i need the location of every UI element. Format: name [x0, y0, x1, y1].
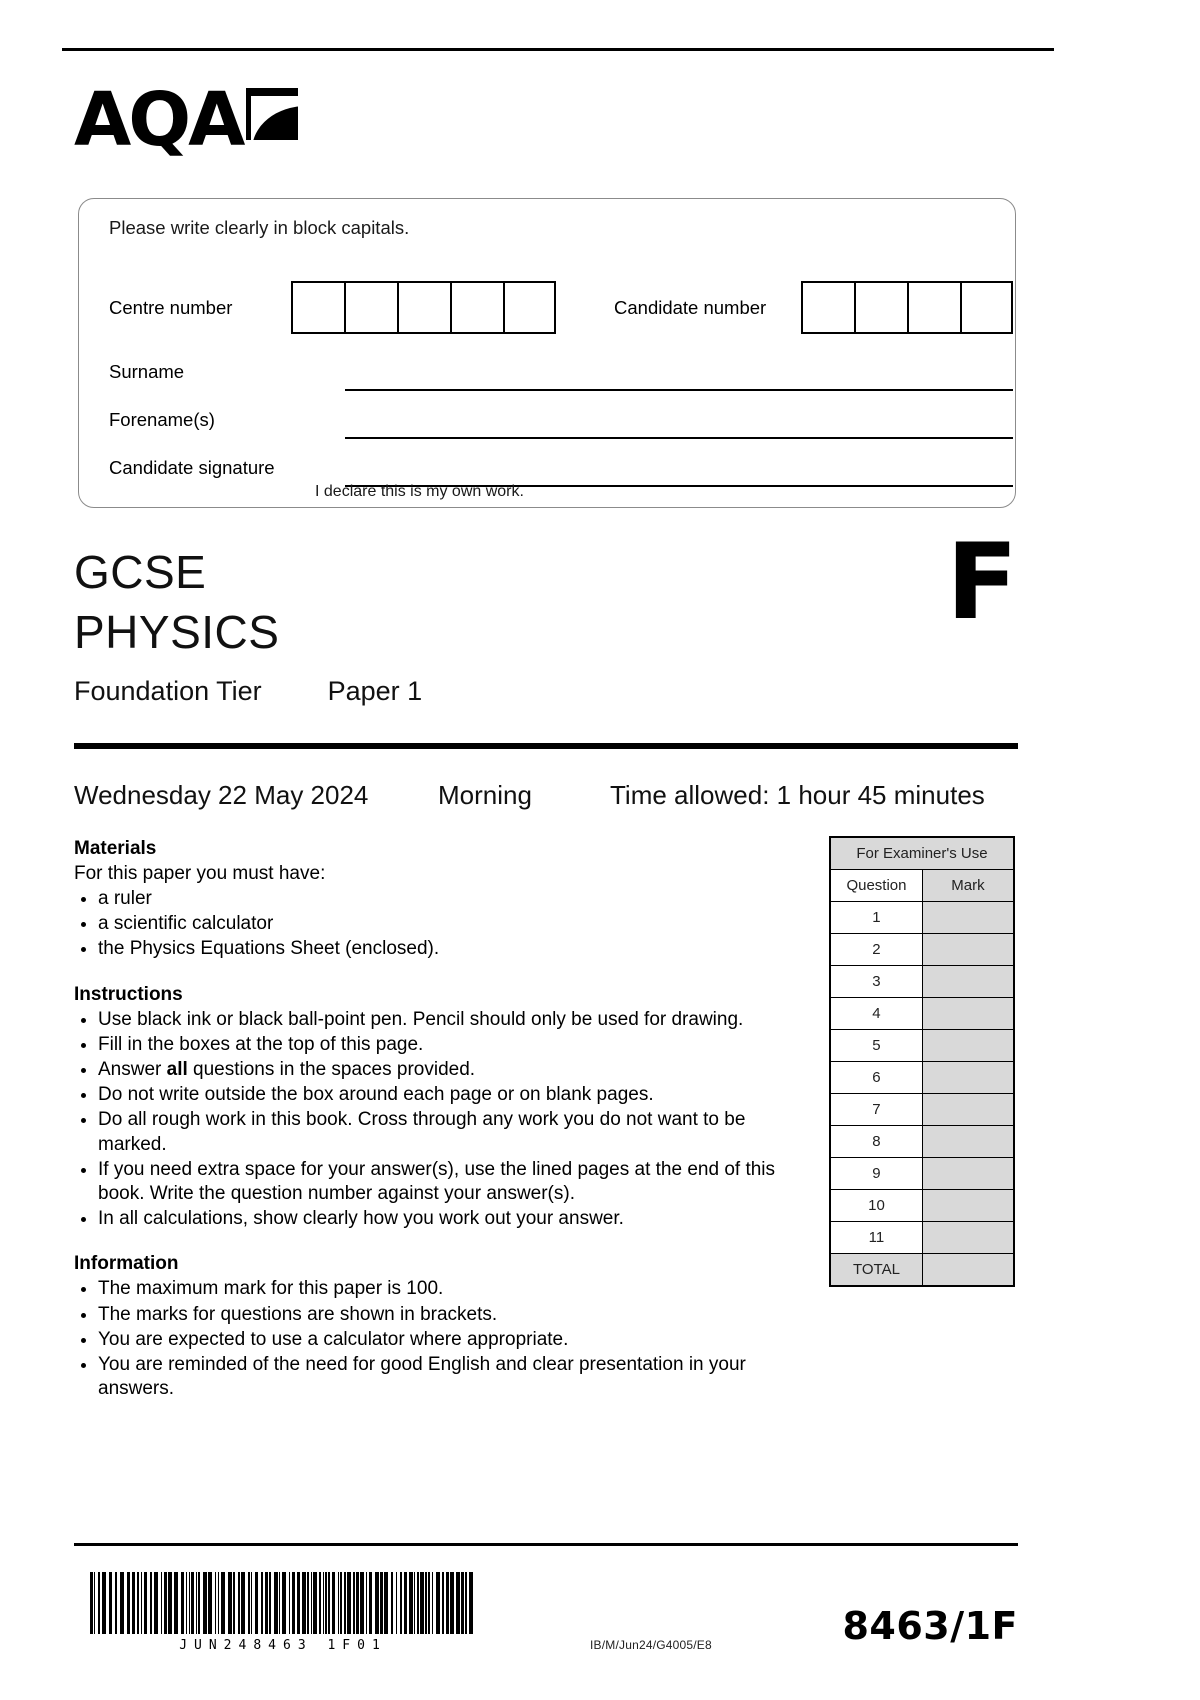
list-item: a scientific calculator — [74, 912, 804, 936]
candidate-number-input[interactable] — [801, 281, 1013, 334]
block-capitals-note: Please write clearly in block capitals. — [109, 217, 410, 238]
mark-entry-cell[interactable] — [922, 966, 1014, 998]
centre-number-label: Centre number — [109, 297, 233, 318]
table-row — [830, 998, 1014, 1030]
mark-entry-cell[interactable] — [922, 1126, 1014, 1158]
tier-letter-badge: F — [946, 521, 1018, 643]
centre-number-cell[interactable] — [344, 281, 397, 334]
information-heading: Information — [74, 1253, 179, 1275]
instructions-heading: Instructions — [74, 983, 183, 1005]
mark-entry-cell[interactable] — [922, 1030, 1014, 1062]
barcode-image — [88, 1572, 478, 1634]
tier-label: Foundation Tier — [74, 676, 262, 706]
list-item: a ruler — [74, 887, 804, 911]
centre-number-cell[interactable] — [450, 281, 503, 334]
table-row — [830, 1126, 1014, 1158]
title-divider — [74, 743, 1018, 749]
materials-heading: Materials — [74, 838, 157, 859]
table-row — [830, 1030, 1014, 1062]
list-item: Do all rough work in this book. Cross through any work you do not want to be marked. — [74, 1108, 804, 1156]
candidate-number-label: Candidate number — [614, 297, 767, 318]
list-item: You are reminded of the need for good English and clear presentation in your answers. — [74, 1353, 804, 1401]
ib-reference: IB/M/Jun24/G4005/E8 — [590, 1638, 712, 1652]
candidate-number-cell[interactable] — [801, 281, 854, 334]
aqa-logo — [74, 77, 298, 163]
barcode-digits: JUN248463 1F01 — [179, 1638, 387, 1653]
materials-intro: For this paper you must have: — [74, 863, 326, 884]
question-number-cell: 4 — [830, 998, 922, 1030]
mark-entry-cell[interactable] — [922, 1062, 1014, 1094]
top-divider — [62, 48, 1054, 51]
table-row — [830, 1062, 1014, 1094]
total-label-cell: TOTAL — [830, 1254, 922, 1287]
materials-list — [74, 887, 804, 962]
table-row — [830, 966, 1014, 998]
table-row — [830, 934, 1014, 966]
declaration-text: I declare this is my own work. — [315, 483, 524, 500]
candidate-number-cell[interactable] — [854, 281, 907, 334]
centre-number-cell[interactable] — [397, 281, 450, 334]
mark-entry-cell[interactable] — [922, 998, 1014, 1030]
list-item: Do not write outside the box around each page or on blank pages. — [74, 1083, 804, 1107]
list-item: The marks for questions are shown in brackets. — [74, 1303, 804, 1327]
signature-label: Candidate signature — [109, 457, 275, 478]
aqa-leaf-icon — [246, 88, 298, 140]
tier-paper-line — [74, 676, 422, 707]
examiner-use-table — [829, 836, 1015, 1287]
footer-divider — [74, 1543, 1018, 1546]
mark-entry-cell[interactable] — [922, 902, 1014, 934]
list-item: Answer all questions in the spaces provided. — [74, 1058, 804, 1082]
list-item: Use black ink or black ball-point pen. Pencil should only be used for drawing. — [74, 1008, 804, 1032]
table-row — [830, 1158, 1014, 1190]
list-item: You are expected to use a calculator where appropriate. — [74, 1328, 804, 1352]
mark-entry-cell[interactable] — [922, 934, 1014, 966]
list-item: the Physics Equations Sheet (enclosed). — [74, 937, 804, 961]
question-column-header: Question — [830, 870, 922, 902]
table-row — [830, 1094, 1014, 1126]
examiner-title-row — [830, 837, 1014, 870]
information-list — [74, 1277, 804, 1401]
examiner-header-row — [830, 870, 1014, 902]
mark-column-header: Mark — [922, 870, 1014, 902]
question-number-cell: 8 — [830, 1126, 922, 1158]
qualification-title: GCSE — [74, 546, 207, 598]
table-total-row — [830, 1254, 1014, 1287]
mark-entry-cell[interactable] — [922, 1190, 1014, 1222]
surname-write-line[interactable] — [345, 389, 1013, 391]
question-number-cell: 9 — [830, 1158, 922, 1190]
surname-label: Surname — [109, 361, 185, 382]
centre-number-cell[interactable] — [503, 281, 556, 334]
question-number-cell: 7 — [830, 1094, 922, 1126]
mark-entry-cell[interactable] — [922, 1158, 1014, 1190]
number-fields-row — [109, 281, 999, 337]
mark-entry-cell[interactable] — [922, 1222, 1014, 1254]
forename-label: Forename(s) — [109, 409, 215, 430]
question-number-cell: 2 — [830, 934, 922, 966]
exam-date: Wednesday 22 May 2024 — [74, 780, 369, 810]
question-number-cell: 11 — [830, 1222, 922, 1254]
table-row — [830, 902, 1014, 934]
forename-write-line[interactable] — [345, 437, 1013, 439]
centre-number-cell[interactable] — [291, 281, 344, 334]
paper-code: 8463/1F — [842, 1604, 1018, 1648]
list-item: If you need extra space for your answer(s), use the lined pages at the end of this book. Write the question number against your answer(s). — [74, 1158, 804, 1206]
cover-instructions-column — [74, 838, 804, 1401]
list-item: In all calculations, show clearly how you work out your answer. — [74, 1207, 804, 1231]
subject-title: PHYSICS — [74, 606, 280, 658]
paper-label: Paper 1 — [327, 676, 423, 706]
table-row — [830, 1190, 1014, 1222]
table-row — [830, 1222, 1014, 1254]
candidate-details-box — [78, 198, 1016, 508]
centre-number-input[interactable] — [291, 281, 556, 334]
list-item: Fill in the boxes at the top of this page. — [74, 1033, 804, 1057]
question-number-cell: 1 — [830, 902, 922, 934]
examiner-use-title: For Examiner's Use — [830, 837, 1014, 870]
instructions-list — [74, 1008, 804, 1232]
exam-session: Morning — [438, 780, 532, 810]
question-number-cell: 3 — [830, 966, 922, 998]
exam-time-allowed: Time allowed: 1 hour 45 minutes — [610, 780, 985, 810]
question-number-cell: 6 — [830, 1062, 922, 1094]
question-number-cell: 10 — [830, 1190, 922, 1222]
question-number-cell: 5 — [830, 1030, 922, 1062]
total-mark-cell[interactable] — [922, 1254, 1014, 1287]
candidate-number-cell[interactable] — [907, 281, 960, 334]
aqa-wordmark: AQA — [74, 77, 243, 163]
candidate-number-cell[interactable] — [960, 281, 1013, 334]
mark-entry-cell[interactable] — [922, 1094, 1014, 1126]
list-item: The maximum mark for this paper is 100. — [74, 1277, 804, 1301]
